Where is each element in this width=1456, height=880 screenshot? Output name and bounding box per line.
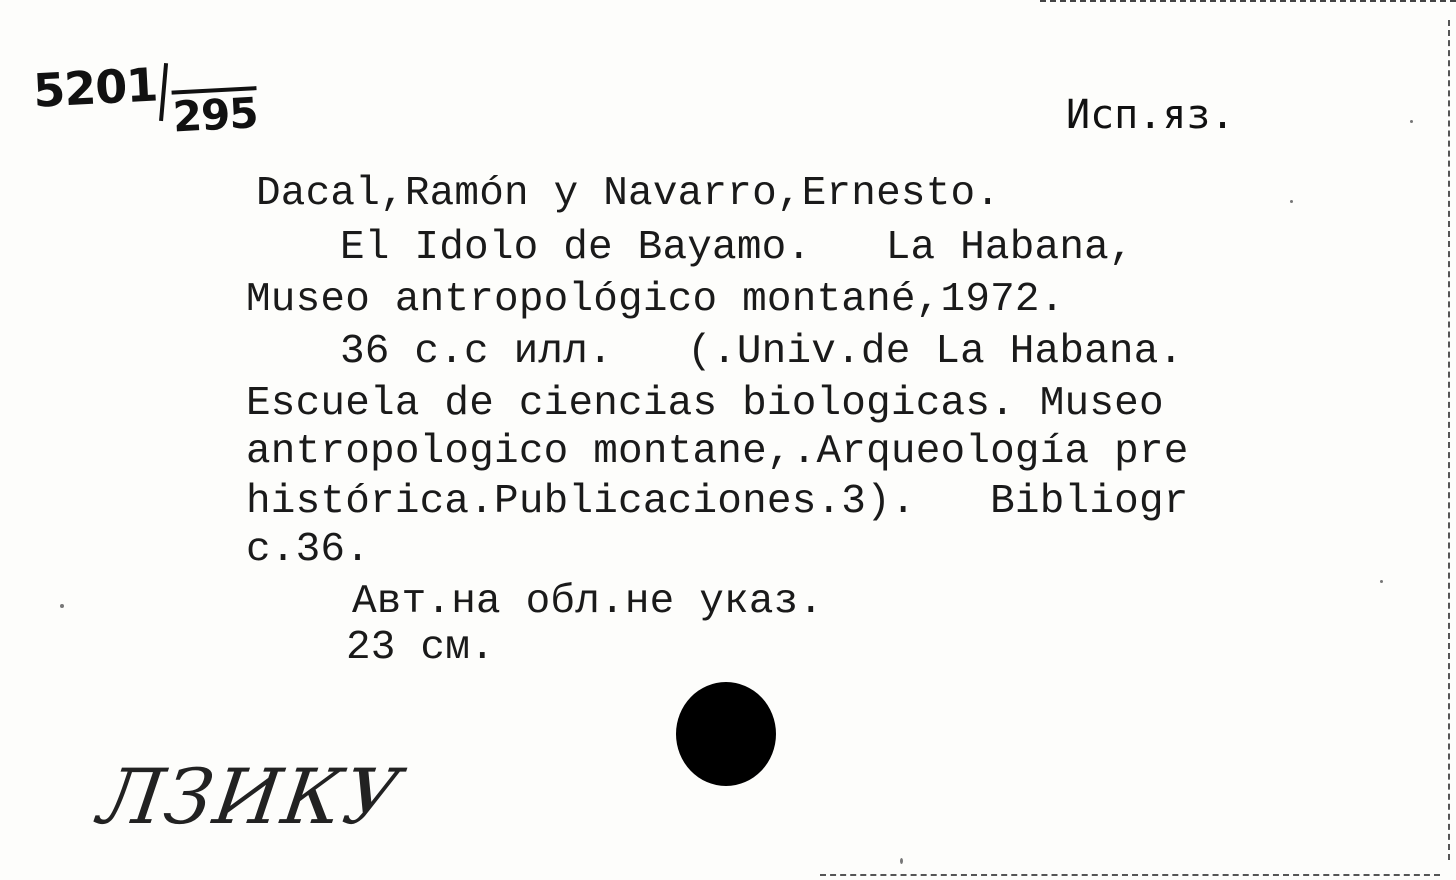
entry-title-line: El Idolo de Bayamo. La Habana,	[340, 225, 1134, 271]
speck	[900, 858, 903, 864]
entry-series-line-2: antropologico montane,.Arqueología pre	[246, 429, 1189, 475]
call-number-divider	[159, 63, 168, 121]
entry-publisher-line: Museo antropológico montané,1972.	[246, 277, 1065, 323]
speck	[60, 604, 64, 608]
entry-pages-line: 36 c.c илл. (.Univ.de La Habana.	[340, 329, 1184, 375]
entry-author-note: Авт.на обл.не указ.	[352, 579, 824, 625]
call-number-sub: 295	[171, 88, 259, 142]
punch-hole	[676, 682, 776, 786]
speck	[1380, 580, 1383, 583]
speck	[1410, 120, 1413, 123]
call-number-main: 5201	[31, 57, 159, 118]
entry-series-line-3: histórica.Publicaciones.3). Bibliogr	[246, 479, 1189, 525]
entry-series-line-1: Escuela de ciencias biologicas. Museo	[246, 381, 1164, 427]
entry-bibliography-line: c.36.	[246, 527, 371, 573]
entry-size-line: 23 см.	[346, 625, 495, 671]
card-edge-top	[1040, 0, 1456, 5]
card-edge-bottom	[820, 872, 1440, 876]
speck	[1290, 200, 1293, 203]
language-mark: Исп.яз.	[1066, 92, 1235, 138]
entry-author-line: Dacal,Ramón y Navarro,Ernesto.	[256, 171, 1001, 217]
card-edge-right	[1446, 20, 1450, 860]
handwritten-code: ЛЗИКУ	[93, 752, 408, 841]
call-number	[32, 56, 258, 146]
